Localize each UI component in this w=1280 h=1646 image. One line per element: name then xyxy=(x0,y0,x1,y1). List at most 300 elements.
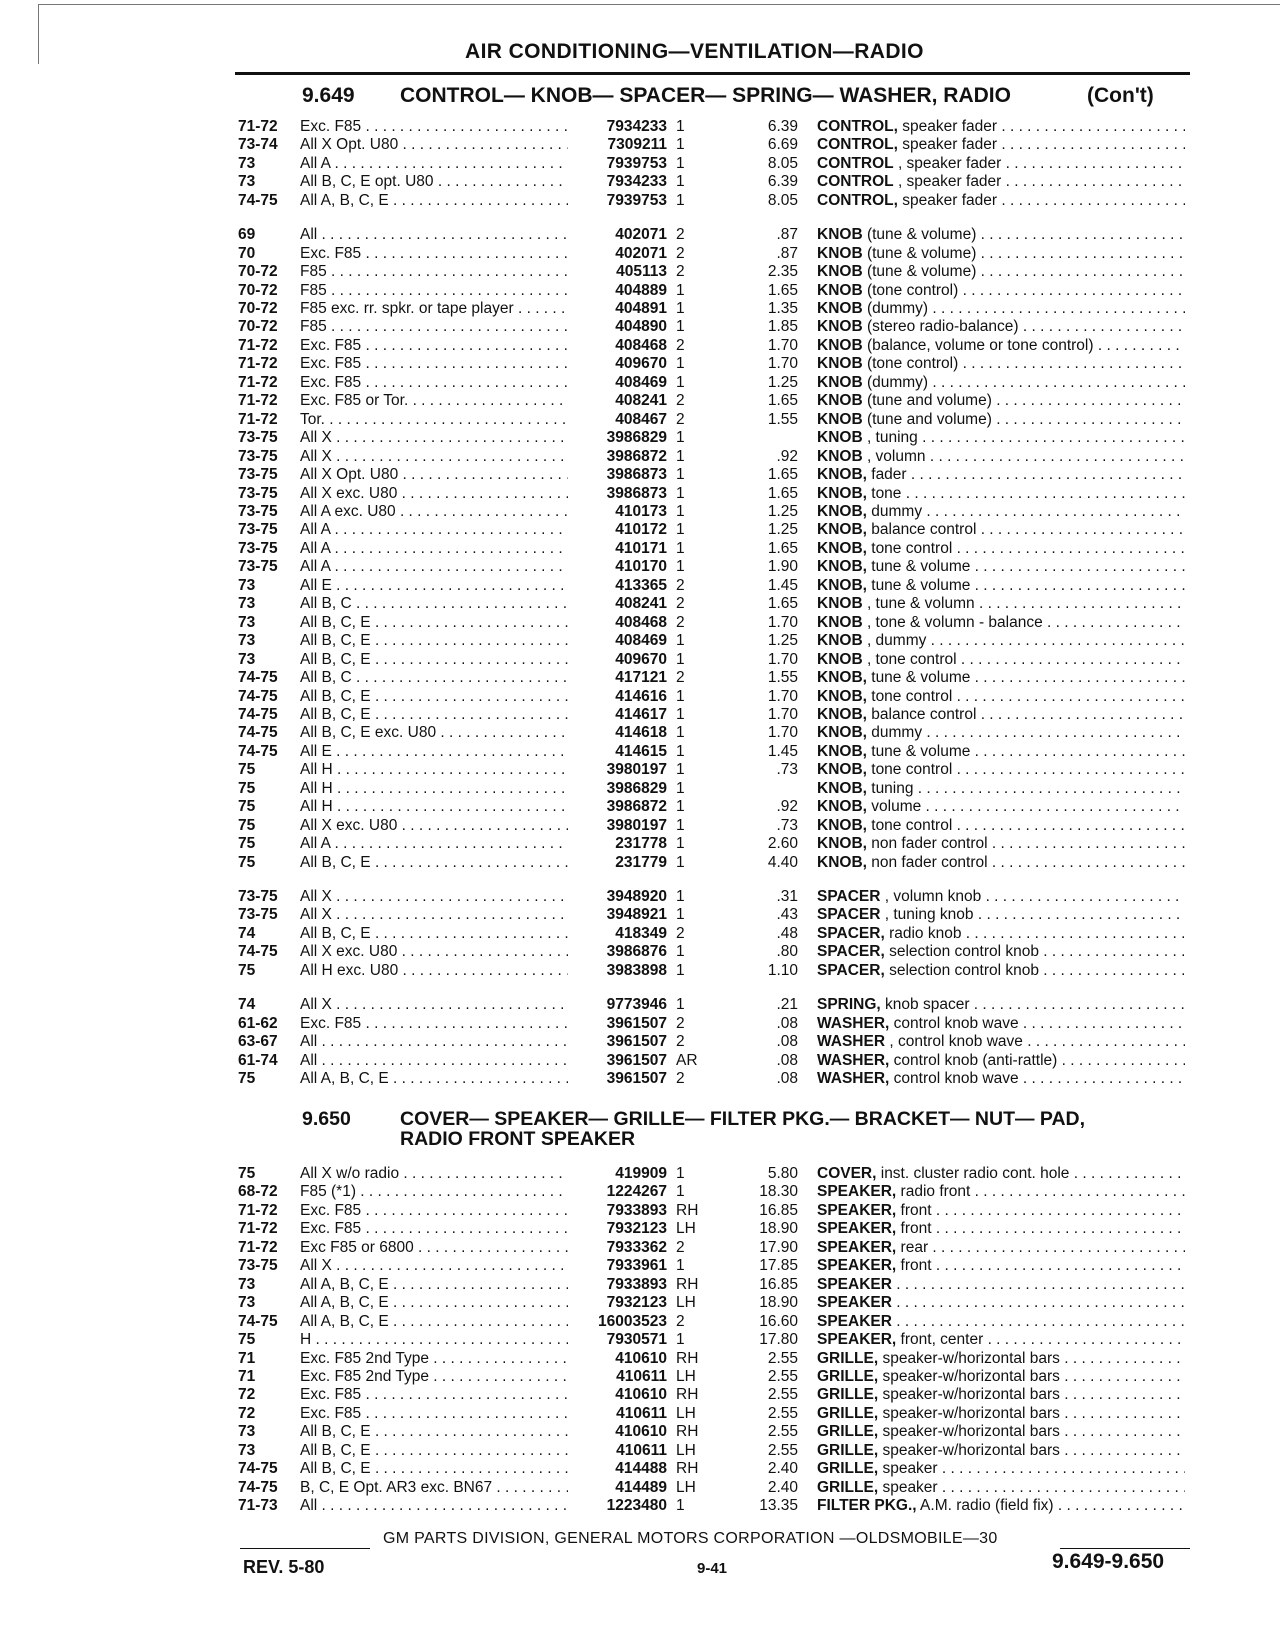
description-detail: , speaker fader xyxy=(893,155,1002,172)
quantity: 1 xyxy=(676,943,685,960)
part-number: 7309211 xyxy=(607,136,667,153)
description-name: SPACER, xyxy=(817,962,885,979)
model-year: 74-75 xyxy=(238,192,278,209)
application: Tor. . . . xyxy=(300,410,568,429)
application: All A, B, C, E . . . xyxy=(300,1312,568,1331)
model-year: 71-73 xyxy=(238,1497,278,1514)
description-name: KNOB, xyxy=(817,558,867,575)
table-row xyxy=(0,1459,1280,1478)
table-row xyxy=(0,1367,1280,1386)
description xyxy=(817,1367,1185,1386)
description xyxy=(817,924,1185,943)
description xyxy=(817,1478,1185,1497)
model-year: 70-72 xyxy=(238,318,278,335)
description-name: WASHER, xyxy=(817,1015,890,1032)
part-number: 417121 xyxy=(615,669,667,686)
quantity: 2 xyxy=(676,1015,685,1032)
application: Exc. F85 . . . xyxy=(300,1014,568,1033)
description xyxy=(817,225,1185,244)
part-number: 7933961 xyxy=(606,1257,667,1274)
application: All X . . . xyxy=(300,905,568,924)
table-row xyxy=(0,924,1280,943)
table-row xyxy=(0,1478,1280,1497)
part-number: 408469 xyxy=(615,632,667,649)
part-number: 3961507 xyxy=(606,1052,667,1069)
model-year: 73-75 xyxy=(238,540,278,557)
table-row xyxy=(0,225,1280,244)
description-name: KNOB, xyxy=(817,577,867,594)
table-row xyxy=(0,1422,1280,1441)
description-name: FILTER PKG., xyxy=(817,1497,917,1514)
description-detail: , control knob wave xyxy=(885,1033,1023,1050)
application: All . . . xyxy=(300,1032,568,1051)
price: 2.55 xyxy=(767,1423,798,1440)
quantity: 2 xyxy=(676,925,685,942)
description xyxy=(817,1032,1185,1051)
price: 16.60 xyxy=(759,1313,798,1330)
price: 1.25 xyxy=(767,632,798,649)
quantity: 1 xyxy=(676,798,685,815)
model-year: 74-75 xyxy=(238,743,278,760)
description-detail: knob spacer xyxy=(880,996,970,1013)
part-number: 410170 xyxy=(615,558,667,575)
table-row xyxy=(0,576,1280,595)
description-name: GRILLE, xyxy=(817,1460,879,1477)
application: All . . . xyxy=(300,225,568,244)
application: All A, B, C, E . . . xyxy=(300,1275,568,1294)
description-name: SPEAKER, xyxy=(817,1257,897,1274)
description-detail: speaker fader xyxy=(897,136,998,153)
price: 2.55 xyxy=(767,1442,798,1459)
description-detail: A.M. radio (field fix) xyxy=(916,1497,1054,1514)
part-number: 231778 xyxy=(615,835,667,852)
part-number: 408468 xyxy=(615,614,667,631)
part-number: 414617 xyxy=(615,706,667,723)
description-detail: speaker-w/horizontal bars xyxy=(878,1405,1060,1422)
table-row xyxy=(0,942,1280,961)
table-row xyxy=(0,336,1280,355)
description xyxy=(817,1459,1185,1478)
part-number: 16003523 xyxy=(598,1313,667,1330)
quantity: 1 xyxy=(676,906,685,923)
table-row xyxy=(0,760,1280,779)
table-row xyxy=(0,1069,1280,1088)
description xyxy=(817,613,1185,632)
model-year: 71 xyxy=(238,1350,256,1367)
description-detail: balance control xyxy=(866,706,977,723)
description-detail: , tone control xyxy=(862,651,957,668)
model-year: 74-75 xyxy=(238,724,278,741)
part-number: 410610 xyxy=(615,1350,667,1367)
model-year: 75 xyxy=(238,835,256,852)
part-number: 410610 xyxy=(615,1386,667,1403)
description-detail: speaker xyxy=(878,1460,938,1477)
description-detail: speaker-w/horizontal bars xyxy=(878,1442,1060,1459)
table-row xyxy=(0,484,1280,503)
part-number: 231779 xyxy=(615,854,667,871)
model-year: 71-72 xyxy=(238,392,278,409)
description xyxy=(817,244,1185,263)
application: All B, C, E opt. U80 . . . xyxy=(300,172,568,191)
model-year: 75 xyxy=(238,761,256,778)
part-number: 404890 xyxy=(615,318,667,335)
price: 2.60 xyxy=(767,835,798,852)
description-detail: non fader control xyxy=(866,854,988,871)
description-name: GRILLE, xyxy=(817,1479,879,1496)
model-year: 73 xyxy=(238,577,256,594)
price: .31 xyxy=(776,888,798,905)
price: 4.40 xyxy=(767,854,798,871)
description xyxy=(817,1201,1185,1220)
description-detail: (tune & volume) xyxy=(862,226,977,243)
description xyxy=(817,1275,1185,1294)
table-row xyxy=(0,281,1280,300)
description-name: COVER, xyxy=(817,1165,877,1182)
part-number: 3980197 xyxy=(606,817,667,834)
application: F85 exc. rr. spkr. or tape player . . . xyxy=(300,299,568,318)
description xyxy=(817,336,1185,355)
quantity: 1 xyxy=(676,743,685,760)
application: Exc. F85 . . . xyxy=(300,117,568,136)
price: 1.70 xyxy=(767,688,798,705)
model-year: 73 xyxy=(238,651,256,668)
description xyxy=(817,1349,1185,1368)
table-row xyxy=(0,502,1280,521)
model-year: 71-72 xyxy=(238,1220,278,1237)
model-year: 73-75 xyxy=(238,466,278,483)
table-row xyxy=(0,557,1280,576)
application: F85 . . . xyxy=(300,281,568,300)
description-name: KNOB xyxy=(817,411,863,428)
quantity: 1 xyxy=(676,355,685,372)
model-year: 71-72 xyxy=(238,337,278,354)
part-number: 410172 xyxy=(615,521,667,538)
price: 2.35 xyxy=(767,263,798,280)
description xyxy=(817,502,1185,521)
quantity: 1 xyxy=(676,835,685,852)
description-name: GRILLE, xyxy=(817,1386,879,1403)
application: H . . . xyxy=(300,1330,568,1349)
description xyxy=(817,723,1185,742)
description-detail: (tone control) xyxy=(862,355,959,372)
description-name: KNOB xyxy=(817,614,863,631)
part-number: 404889 xyxy=(615,282,667,299)
model-year: 74 xyxy=(238,925,256,942)
application: All X Opt. U80 . . . xyxy=(300,465,568,484)
model-year: 71-72 xyxy=(238,355,278,372)
description-name: SPEAKER, xyxy=(817,1331,897,1348)
price: 1.70 xyxy=(767,355,798,372)
model-year: 74-75 xyxy=(238,943,278,960)
description-detail: tune & volume xyxy=(866,577,971,594)
price: .48 xyxy=(776,925,798,942)
description-name: KNOB xyxy=(817,318,863,335)
table-row xyxy=(0,1330,1280,1349)
model-year: 73 xyxy=(238,595,256,612)
application: All H exc. U80 . . . xyxy=(300,961,568,980)
application: Exc. F85 2nd Type . . . xyxy=(300,1367,568,1386)
quantity: 2 xyxy=(676,577,685,594)
price: .92 xyxy=(776,448,798,465)
application: All A . . . xyxy=(300,834,568,853)
description xyxy=(817,172,1185,191)
price: 2.55 xyxy=(767,1350,798,1367)
price: 1.65 xyxy=(767,392,798,409)
table-row xyxy=(0,723,1280,742)
description-name: KNOB xyxy=(817,595,863,612)
description xyxy=(817,428,1185,447)
description-detail: radio knob xyxy=(884,925,962,942)
model-year: 75 xyxy=(238,1331,256,1348)
part-number: 413365 xyxy=(615,577,667,594)
table-row xyxy=(0,1219,1280,1238)
price: 5.80 xyxy=(767,1165,798,1182)
quantity: 1 xyxy=(676,632,685,649)
part-number: 3961507 xyxy=(606,1070,667,1087)
quantity: 1 xyxy=(676,817,685,834)
description-name: WASHER, xyxy=(817,1052,890,1069)
description-detail: tone control xyxy=(866,688,953,705)
description xyxy=(817,705,1185,724)
description-name: GRILLE, xyxy=(817,1405,879,1422)
description xyxy=(817,816,1185,835)
table-row xyxy=(0,1496,1280,1515)
quantity: 1 xyxy=(676,854,685,871)
description xyxy=(817,135,1185,154)
description xyxy=(817,1496,1185,1515)
description xyxy=(817,373,1185,392)
description-detail: volume xyxy=(866,798,922,815)
model-year: 75 xyxy=(238,780,256,797)
section-number: 9.649 xyxy=(302,84,355,107)
price: .87 xyxy=(776,226,798,243)
application: Exc. F85 . . . xyxy=(300,1404,568,1423)
table-row xyxy=(0,834,1280,853)
table-row xyxy=(0,1014,1280,1033)
application: All A exc. U80 . . . xyxy=(300,502,568,521)
quantity: 1 xyxy=(676,503,685,520)
price: 6.69 xyxy=(767,136,798,153)
quantity: 1 xyxy=(676,1165,685,1182)
description-detail: fader xyxy=(866,466,907,483)
description xyxy=(817,191,1185,210)
description xyxy=(817,484,1185,503)
description-detail: speaker xyxy=(878,1479,938,1496)
description-name: KNOB, xyxy=(817,798,867,815)
table-row xyxy=(0,465,1280,484)
description-name: KNOB xyxy=(817,337,863,354)
description-detail: control knob wave xyxy=(889,1070,1019,1087)
part-number: 3986872 xyxy=(606,448,667,465)
quantity: 1 xyxy=(676,485,685,502)
description-detail: speaker-w/horizontal bars xyxy=(878,1386,1060,1403)
application: All A . . . xyxy=(300,539,568,558)
description xyxy=(817,576,1185,595)
description xyxy=(817,594,1185,613)
description-name: SPEAKER, xyxy=(817,1239,897,1256)
model-year: 73-75 xyxy=(238,558,278,575)
quantity: 1 xyxy=(676,192,685,209)
price: 2.40 xyxy=(767,1479,798,1496)
description-detail: tone control xyxy=(866,817,953,834)
application: All X w/o radio . . . xyxy=(300,1164,568,1183)
quantity: 2 xyxy=(676,1033,685,1050)
part-number: 7934233 xyxy=(606,173,667,190)
model-year: 75 xyxy=(238,962,256,979)
description xyxy=(817,1441,1185,1460)
application: All B, C, E . . . xyxy=(300,1422,568,1441)
description-name: SPEAKER xyxy=(817,1276,892,1293)
model-year: 71-72 xyxy=(238,1239,278,1256)
table-row xyxy=(0,650,1280,669)
description xyxy=(817,410,1185,429)
section-number: 9.650 xyxy=(302,1108,351,1130)
price: .92 xyxy=(776,798,798,815)
part-number: 414616 xyxy=(615,688,667,705)
quantity: 2 xyxy=(676,1070,685,1087)
description xyxy=(817,391,1185,410)
description-name: KNOB xyxy=(817,355,863,372)
description xyxy=(817,1312,1185,1331)
part-number: 7933893 xyxy=(606,1202,667,1219)
quantity: 1 xyxy=(676,761,685,778)
description-detail: tone control xyxy=(866,761,953,778)
section-name: CONTROL— KNOB— SPACER— SPRING— WASHER, RADIO xyxy=(400,84,1011,107)
quantity: 1 xyxy=(676,558,685,575)
application: All X . . . xyxy=(300,995,568,1014)
description-name: SPRING, xyxy=(817,996,881,1013)
description-name: KNOB, xyxy=(817,466,867,483)
application: Exc. F85 . . . xyxy=(300,373,568,392)
application: All B, C, E . . . xyxy=(300,853,568,872)
table-row xyxy=(0,391,1280,410)
description xyxy=(817,539,1185,558)
description-detail: selection control knob xyxy=(884,962,1039,979)
description-detail: (tune & volume) xyxy=(862,245,977,262)
quantity: 2 xyxy=(676,392,685,409)
description xyxy=(817,834,1185,853)
description-detail: (tone control) xyxy=(862,282,959,299)
price: 1.10 xyxy=(767,962,798,979)
application: All X . . . xyxy=(300,428,568,447)
description-name: KNOB, xyxy=(817,854,867,871)
model-year: 73 xyxy=(238,1276,256,1293)
description-name: SPACER xyxy=(817,906,881,923)
description-detail: speaker-w/horizontal bars xyxy=(878,1350,1060,1367)
price: 1.65 xyxy=(767,595,798,612)
model-year: 73-74 xyxy=(238,136,278,153)
quantity: LH xyxy=(676,1294,696,1311)
price: 1.70 xyxy=(767,337,798,354)
price: .43 xyxy=(776,906,798,923)
quantity: LH xyxy=(676,1368,696,1385)
description-name: GRILLE, xyxy=(817,1423,879,1440)
application: All H . . . xyxy=(300,779,568,798)
quantity: 2 xyxy=(676,226,685,243)
price: 1.70 xyxy=(767,651,798,668)
price: 1.25 xyxy=(767,521,798,538)
description-name: WASHER, xyxy=(817,1070,890,1087)
application: Exc. F85 or Tor. . . . xyxy=(300,391,568,410)
model-year: 71-72 xyxy=(238,118,278,135)
scan-edge xyxy=(38,4,1280,5)
price: 17.80 xyxy=(759,1331,798,1348)
application: All X exc. U80 . . . xyxy=(300,942,568,961)
description-name: KNOB, xyxy=(817,761,867,778)
table-row xyxy=(0,1032,1280,1051)
model-year: 74-75 xyxy=(238,706,278,723)
description-detail: tune & volume xyxy=(866,743,971,760)
model-year: 73-75 xyxy=(238,448,278,465)
model-year: 72 xyxy=(238,1386,256,1403)
application: All A . . . xyxy=(300,557,568,576)
price: .80 xyxy=(776,943,798,960)
price: .08 xyxy=(776,1015,798,1032)
description-detail: tuning xyxy=(866,780,914,797)
model-year: 73-75 xyxy=(238,1257,278,1274)
model-year: 73-75 xyxy=(238,429,278,446)
model-year: 74-75 xyxy=(238,1460,278,1477)
table-row xyxy=(0,1182,1280,1201)
model-year: 71-72 xyxy=(238,411,278,428)
table-row xyxy=(0,1441,1280,1460)
description-name: CONTROL, xyxy=(817,118,898,135)
section-name-line2: RADIO FRONT SPEAKER xyxy=(400,1128,636,1150)
description-detail: control knob (anti-rattle) xyxy=(889,1052,1058,1069)
page-header xyxy=(235,38,1190,75)
table-row xyxy=(0,117,1280,136)
quantity: LH xyxy=(676,1442,696,1459)
part-number: 3961507 xyxy=(606,1033,667,1050)
description-detail: front xyxy=(896,1257,932,1274)
application: Exc. F85 . . . xyxy=(300,1219,568,1238)
model-year: 73-75 xyxy=(238,485,278,502)
table-row xyxy=(0,613,1280,632)
description xyxy=(817,1330,1185,1349)
description xyxy=(817,117,1185,136)
part-number: 7939753 xyxy=(606,192,667,209)
part-number: 414615 xyxy=(615,743,667,760)
table-row xyxy=(0,995,1280,1014)
application: All X exc. U80 . . . xyxy=(300,484,568,503)
part-number: 414488 xyxy=(615,1460,667,1477)
description-name: KNOB, xyxy=(817,835,867,852)
quantity: 1 xyxy=(676,318,685,335)
description xyxy=(817,557,1185,576)
description-name: KNOB xyxy=(817,226,863,243)
description-detail: radio front xyxy=(896,1183,971,1200)
quantity: LH xyxy=(676,1405,696,1422)
price: 2.55 xyxy=(767,1405,798,1422)
description-detail: (dummy) xyxy=(862,300,929,317)
price: 8.05 xyxy=(767,192,798,209)
model-year: 73 xyxy=(238,632,256,649)
description-name: KNOB, xyxy=(817,817,867,834)
price: .73 xyxy=(776,761,798,778)
description xyxy=(817,797,1185,816)
table-row xyxy=(0,154,1280,173)
part-number: 3986829 xyxy=(606,780,667,797)
table-row xyxy=(0,594,1280,613)
application: All A, B, C, E . . . xyxy=(300,191,568,210)
quantity: 1 xyxy=(676,1497,685,1514)
description-detail: tone xyxy=(866,485,902,502)
table-row xyxy=(0,887,1280,906)
description xyxy=(817,1238,1185,1257)
table-row xyxy=(0,1164,1280,1183)
price: 18.90 xyxy=(759,1220,798,1237)
description-name: KNOB xyxy=(817,448,863,465)
